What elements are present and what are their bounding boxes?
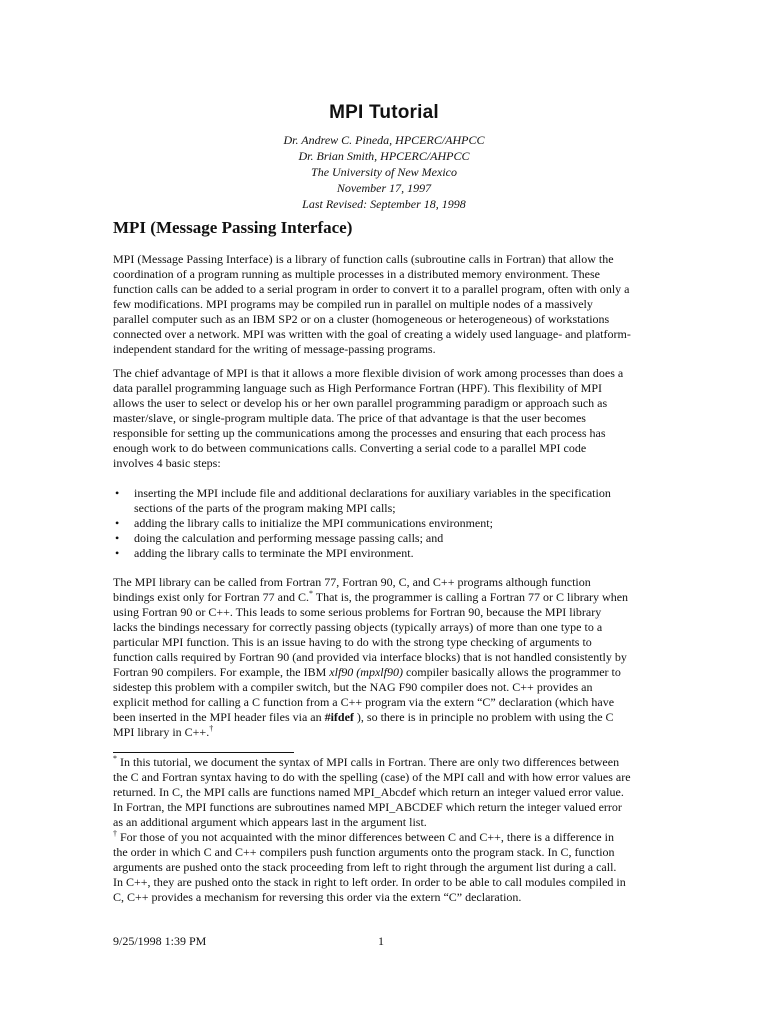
- bullet-icon: •: [115, 486, 120, 500]
- footnote-line: [113, 755, 661, 770]
- date-line: November 17, 1997: [336, 181, 432, 195]
- revised-date-line: Last Revised: September 18, 1998: [302, 197, 466, 211]
- text-fragment: In this tutorial, we document the syntax of MPI calls in Fortran. There are only two differences between: [117, 755, 620, 769]
- text-line: sidestep this problem with a compiler switch, but the NAG F90 compiler does not. C++ provides an: [113, 680, 593, 694]
- text-line: parallel computer such as an IBM SP2 or on a cluster (homogeneous or heterogeneous) of workstations: [113, 312, 610, 326]
- text-line: connected over a network. MPI was written with the goal of creating a widely used language- and platform-: [113, 327, 631, 341]
- footnote-marker: *: [113, 754, 117, 763]
- paragraph-intro: [113, 252, 661, 357]
- text-fragment: been inserted in the MPI header files via an: [113, 710, 325, 724]
- list-item-text: adding the library calls to initialize the MPI communications environment;: [134, 516, 493, 530]
- page-number: 1: [378, 934, 384, 948]
- compiler-name: (mpxlf90): [356, 665, 403, 679]
- text-line: particular MPI function. This is an issue having to do with the strong type checking of arguments to: [113, 635, 592, 649]
- list-item: [113, 486, 661, 516]
- text-fragment: That is, the programmer is calling a Fortran 77 or C library when: [312, 590, 629, 604]
- bullet-icon: •: [115, 546, 120, 560]
- document-title: MPI Tutorial: [329, 102, 439, 123]
- footnote-reference: †: [209, 724, 214, 733]
- footnote-line: returned. In C, the MPI calls are functions named MPI_Abcdef which return an integer valued error value.: [113, 785, 624, 799]
- bullet-icon: •: [115, 516, 120, 530]
- text-line: few modifications. MPI programs may be compiled run in parallel on multiple nodes of a massively: [113, 297, 593, 311]
- text-line: The MPI library can be called from Fortran 77, Fortran 90, C, and C++ programs although function: [113, 575, 591, 589]
- institution-line: The University of New Mexico: [311, 165, 457, 179]
- author-block: [0, 132, 768, 212]
- footnotes: [113, 755, 661, 905]
- footnote-marker: †: [113, 829, 117, 838]
- footnote-line: arguments are pushed onto the stack proceeding from left to right through the argument list during a call.: [113, 860, 617, 874]
- list-item-text: inserting the MPI include file and additional declarations for auxiliary variables in the specification: [134, 486, 611, 500]
- footnote-reference: *: [308, 589, 313, 598]
- text-fragment: MPI library in C++.: [113, 725, 210, 739]
- compiler-name: xlf90: [329, 665, 354, 679]
- text-line: [113, 665, 661, 680]
- list-item-text: doing the calculation and performing message passing calls; and: [134, 531, 444, 545]
- text-line: data parallel programming language such as High Performance Fortran (HPF). This flexibility of MPI: [113, 381, 602, 395]
- footnote-line: In C++, they are pushed onto the stack in right to left order. In order to be able to call modules compiled in: [113, 875, 626, 889]
- text-line: responsible for setting up the communications among the processes and ensuring that each process has: [113, 426, 606, 440]
- footnote-line: [113, 830, 661, 845]
- text-line: independent standard for the writing of message-passing programs.: [113, 342, 436, 356]
- text-line: [113, 590, 661, 605]
- text-line: function calls can be added to a serial program in order to convert it to a parallel program, often with only a: [113, 282, 630, 296]
- section-heading: MPI (Message Passing Interface): [113, 218, 353, 237]
- footnote-line: In Fortran, the MPI functions are subroutines named MPI_ABCDEF which return the integer valued error: [113, 800, 622, 814]
- text-line: lacks the bindings necessary for correctly passing objects (typically arrays) of more than one type to a: [113, 620, 603, 634]
- list-item-text: adding the library calls to terminate the MPI environment.: [134, 546, 414, 560]
- text-line: using Fortran 90 or C++. This leads to some serious problems for Fortran 90, because the MPI library: [113, 605, 602, 619]
- list-item: [113, 516, 661, 531]
- list-item-text: sections of the parts of the program making MPI calls;: [134, 501, 396, 515]
- text-line: [113, 710, 661, 725]
- text-fragment: ), so there is in principle no problem with using the C: [353, 710, 614, 724]
- list-item: [113, 546, 661, 561]
- text-line: master/slave, or single-program multiple data. The price of that advantage is that the user becomes: [113, 411, 586, 425]
- code-keyword: #ifdef: [324, 710, 354, 724]
- text-line: allows the user to select or develop his or her own parallel programming paradigm or approach such as: [113, 396, 608, 410]
- text-line: MPI (Message Passing Interface) is a library of function calls (subroutine calls in Fortran) that allow the: [113, 252, 614, 266]
- text-line: The chief advantage of MPI is that it allows a more flexible division of work among processes than does a: [113, 366, 624, 380]
- paragraph-bindings: [113, 575, 661, 740]
- author-line: Dr. Andrew C. Pineda, HPCERC/AHPCC: [283, 133, 485, 147]
- bullet-icon: •: [115, 531, 120, 545]
- footnote-line: C, C++ provides a mechanism for reversing this order via the extern “C” declaration.: [113, 890, 522, 904]
- author-line: Dr. Brian Smith, HPCERC/AHPCC: [298, 149, 470, 163]
- text-line: function calls required by Fortran 90 (and provided via interface blocks) that is not handled consistently by: [113, 650, 627, 664]
- paragraph-advantage: [113, 366, 661, 471]
- text-line: explicit method for calling a C function from a C++ program via the extern “C” declaration (which have: [113, 695, 615, 709]
- text-line: coordination of a program running as multiple processes in a distributed memory environment. These: [113, 267, 600, 281]
- steps-list: [113, 486, 661, 561]
- text-line: [113, 725, 661, 740]
- text-line: enough work to do between communications calls. Converting a serial code to a parallel MPI code: [113, 441, 587, 455]
- text-fragment: bindings exist only for Fortran 77 and C.: [113, 590, 309, 604]
- text-fragment: compiler basically allows the programmer to: [402, 665, 621, 679]
- footnote-line: the order in which C and C++ compilers push function arguments onto the program stack. In C, function: [113, 845, 615, 859]
- footnote-divider: [113, 752, 294, 753]
- text-line: involves 4 basic steps:: [113, 456, 221, 470]
- footnote-line: as an additional argument which appears last in the argument list.: [113, 815, 427, 829]
- text-fragment: Fortran 90 compilers. For example, the IBM: [113, 665, 330, 679]
- footnote-line: the C and Fortran syntax having to do with the spelling (case) of the MPI call and with how error values are: [113, 770, 631, 784]
- footer-timestamp: 9/25/1998 1:39 PM: [113, 934, 207, 948]
- list-item: [113, 531, 661, 546]
- text-fragment: For those of you not acquainted with the minor differences between C and C++, there is a difference in: [117, 830, 614, 844]
